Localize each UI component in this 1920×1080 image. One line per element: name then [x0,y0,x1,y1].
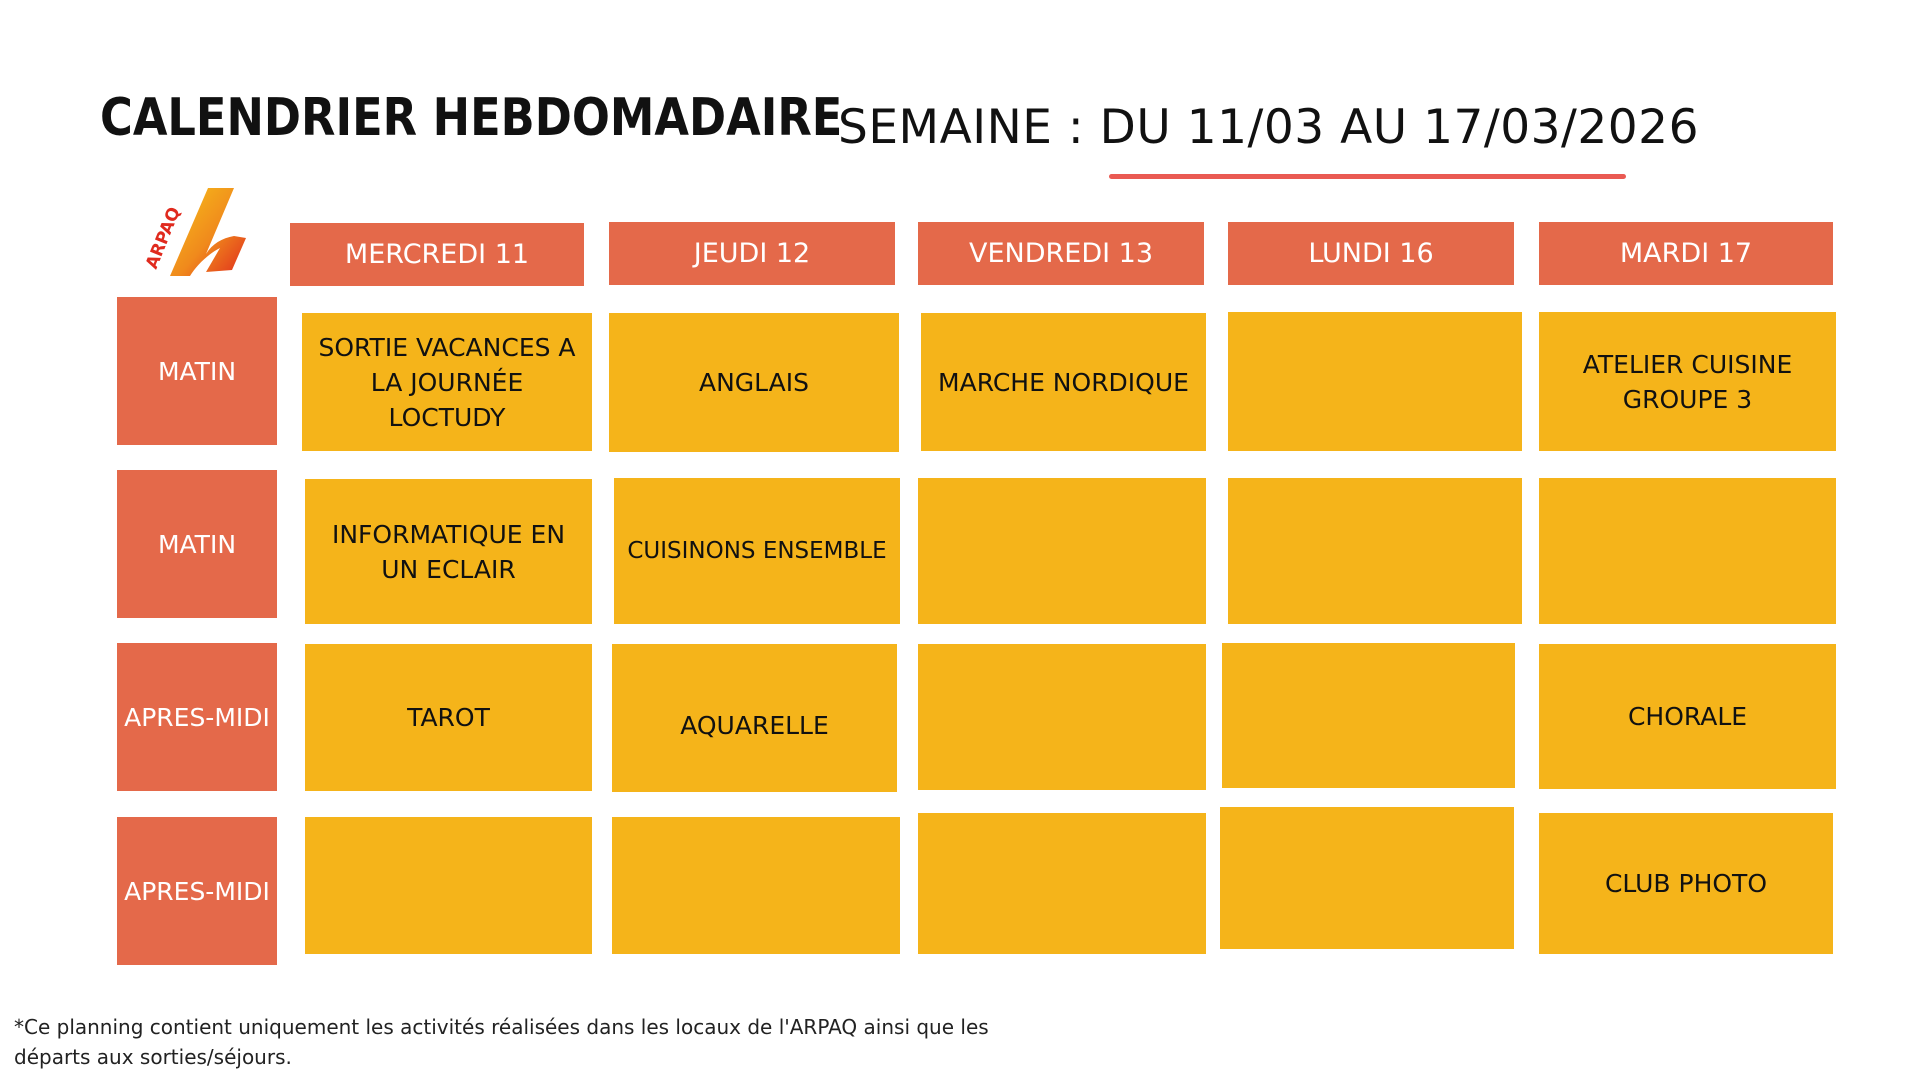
activity-cell [612,817,900,954]
day-header-vendredi: VENDREDI 13 [918,222,1204,285]
arpaq-logo-icon [136,184,258,280]
activity-cell: INFORMATIQUE EN UN ECLAIR [305,479,592,624]
row-label-apres-midi-2: APRES-MIDI [117,817,277,965]
activity-cell [918,813,1206,954]
activity-cell: SORTIE VACANCES A LA JOURNÉE LOCTUDY [302,313,592,451]
week-underline [1109,174,1626,179]
activity-cell [1539,478,1836,624]
activity-cell [1222,643,1515,788]
activity-cell: ANGLAIS [609,313,899,452]
footnote: *Ce planning contient uniquement les activités réalisées dans les locaux de l'ARPAQ ainsi que les départs aux sorties/séjours. [14,1015,989,1069]
row-label-matin-1: MATIN [117,297,277,445]
row-label-matin-2: MATIN [117,470,277,618]
day-header-lundi: LUNDI 16 [1228,222,1514,285]
page-title: CALENDRIER HEBDOMADAIRE [100,88,843,148]
day-header-jeudi: JEUDI 12 [609,222,895,285]
logo-text: ARPAQ [142,204,185,272]
activity-cell: CHORALE [1539,644,1836,789]
day-header-mercredi: MERCREDI 11 [290,223,584,286]
activity-cell [918,478,1206,624]
activity-cell [1228,478,1522,624]
row-label-apres-midi-1: APRES-MIDI [117,643,277,791]
week-range: SEMAINE : DU 11/03 AU 17/03/2026 [838,100,1699,155]
activity-cell [918,644,1206,790]
activity-cell: ATELIER CUISINE GROUPE 3 [1539,312,1836,451]
activity-cell: MARCHE NORDIQUE [921,313,1206,451]
activity-cell [305,817,592,954]
activity-cell [1220,807,1514,949]
activity-cell [1228,312,1522,451]
activity-cell: AQUARELLE [612,644,897,792]
activity-cell: CUISINONS ENSEMBLE [614,478,900,624]
day-header-mardi: MARDI 17 [1539,222,1833,285]
activity-cell: CLUB PHOTO [1539,813,1833,954]
activity-cell: TAROT [305,644,592,791]
